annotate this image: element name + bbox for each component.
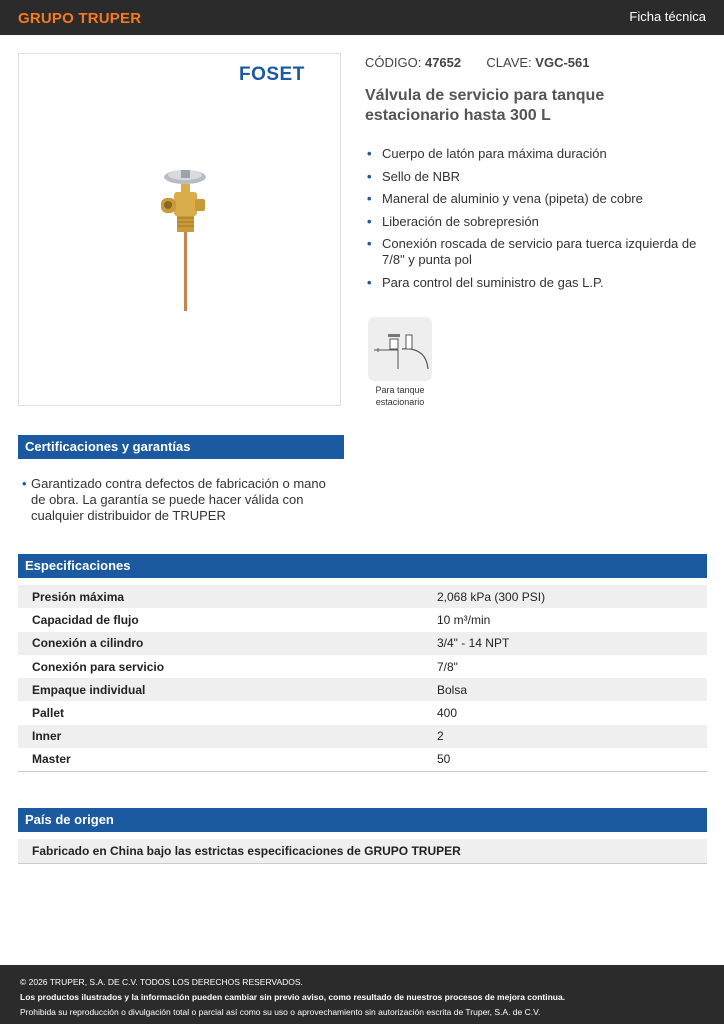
feature-item: • Maneral de aluminio y vena (pipeta) de cobre: [367, 191, 643, 206]
table-row: Pallet 400: [32, 706, 458, 721]
bullet-icon: •: [367, 146, 372, 161]
table-row: Conexión para servicio 7/8": [32, 659, 458, 674]
product-title: Válvula de servicio para tanque estacionario hasta 300 L: [365, 87, 605, 124]
origin-heading: País de origen: [18, 808, 707, 832]
feature-list: [365, 146, 705, 297]
footer: [0, 965, 724, 1024]
bullet-icon: •: [367, 236, 372, 251]
bullet-icon: •: [367, 191, 372, 206]
warranty-heading: Certificaciones y garantías: [18, 435, 344, 459]
foset-logo: FOSET: [239, 64, 305, 85]
table-row: Capacidad de flujo 10 m³/min: [32, 612, 491, 627]
product-codes: [365, 55, 589, 70]
top-bar: [0, 0, 724, 35]
code-label: CÓDIGO:: [365, 55, 422, 70]
feature-item: • Sello de NBR: [367, 168, 461, 184]
origin-text: Fabricado en China bajo las estrictas especificaciones de GRUPO TRUPER: [18, 839, 707, 864]
key-label: CLAVE:: [486, 55, 532, 70]
feature-item: • Conexión roscada de servicio para tuerca izquierda de 7/8" y punta pol: [367, 236, 697, 267]
footer-copyright: © 2026 TRUPER, S.A. DE C.V. TODOS LOS DERECHOS RESERVADOS.: [20, 977, 303, 987]
footer-notice: Los productos ilustrados y la información pueden cambiar sin previo aviso, como resultado de nuestros procesos de mejora continua.: [20, 992, 566, 1002]
bullet-icon: •: [367, 213, 372, 229]
table-row: Master 50: [18, 748, 707, 771]
footer-prohibition: Prohibida su reproducción o divulgación total o parcial así como su uso o aprovechamiento sin autorización escrita de Truper, S.A. de C.V.: [20, 1007, 541, 1017]
warranty-text-block: [22, 476, 332, 524]
table-row: Empaque individual Bolsa: [18, 678, 707, 701]
feature-item: • Liberación de sobrepresión: [367, 213, 539, 229]
valve-product-image: [19, 54, 342, 407]
bullet-icon: •: [367, 274, 372, 290]
product-image-panel: [18, 53, 341, 406]
product-key: VGC-561: [535, 55, 590, 70]
tank-icon-caption: Para tanque estacionario: [375, 385, 425, 407]
document-type: Ficha técnica: [629, 9, 706, 24]
table-row: Conexión a cilindro 3/4" - 14 NPT: [18, 632, 707, 655]
specs-heading: Especificaciones: [18, 554, 707, 578]
stationary-tank-icon: [368, 317, 432, 381]
table-row: Presión máxima 2,068 kPa (300 PSI): [18, 585, 707, 608]
tank-illustration: [368, 317, 432, 381]
specs-table: [18, 585, 707, 772]
warranty-text: Garantizado contra defectos de fabricación o mano de obra. La garantía se puede hacer válida con cualquier distribuidor de TRUPER: [31, 476, 326, 523]
bullet-icon: •: [367, 168, 372, 184]
feature-item: • Cuerpo de latón para máxima duración: [367, 146, 607, 161]
table-row: Inner 2: [18, 725, 707, 748]
feature-item: • Para control del suministro de gas L.P.: [367, 274, 604, 290]
bullet-icon: •: [22, 476, 27, 491]
brand-logo[interactable]: GRUPO TRUPER: [18, 10, 142, 27]
product-code: 47652: [424, 55, 462, 70]
